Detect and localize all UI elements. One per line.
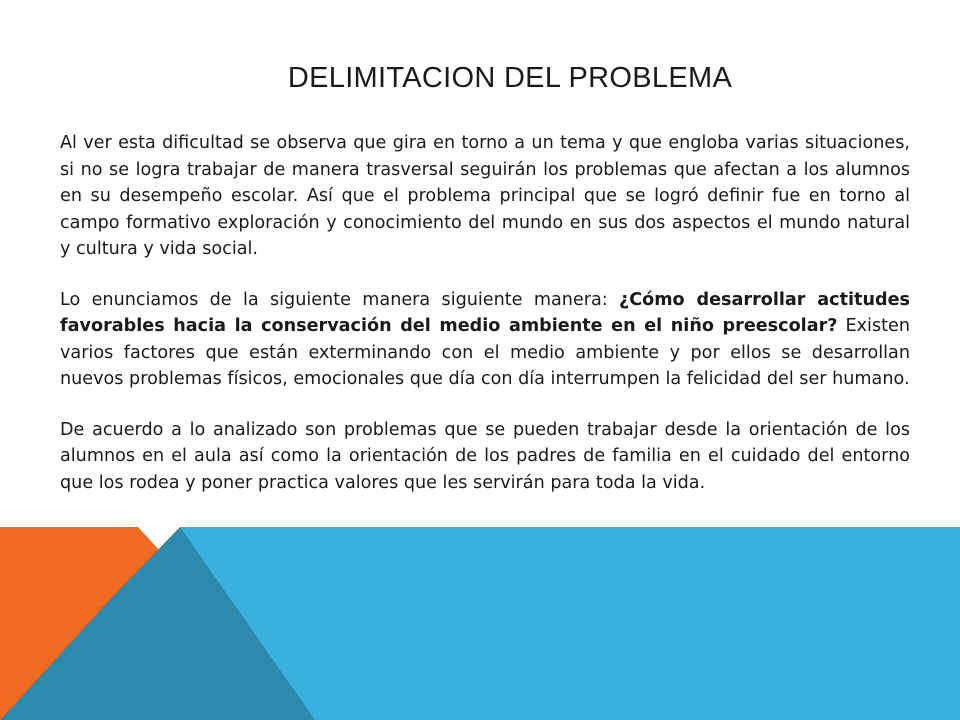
paragraph-1: Al ver esta dificultad se observa que gira en torno a un tema y que engloba varias situaciones, si no se logra trabajar de manera trasversal seguirán los problemas que afectan a los alumnos en su desempeño escolar. Así que el problema principal que se logró definir fue en torno al campo formativo exploración y conocimiento del mundo en sus dos aspectos el mundo natural y cultura y vida social. <box>60 133 910 259</box>
paragraph-2-rest: Existen varios factores que están exterminando con el medio ambiente y por ellos se desarrollan nuevos problemas físicos, emocionales que día con día interrumpen la felicidad del ser humano. <box>60 316 910 389</box>
paragraph-2 <box>60 287 910 393</box>
slide-body <box>60 130 910 520</box>
slide-title: DELIMITACION DEL PROBLEMA <box>287 62 733 94</box>
paragraph-3: De acuerdo a lo analizado son problemas que se pueden trabajar desde la orientación de los alumnos en el aula así como la orientación de los padres de familia en el cuidado del entorno que los rodea y poner practica valores que les servirán para toda la vida. <box>60 419 910 493</box>
paragraph-2-question: ¿Cómo desarrollar actitudes favorables hacia la conservación del medio ambiente en el niño preescolar? <box>60 289 910 336</box>
paragraph-2-intro: Lo enunciamos de la siguiente manera siguiente manera: <box>60 289 620 310</box>
